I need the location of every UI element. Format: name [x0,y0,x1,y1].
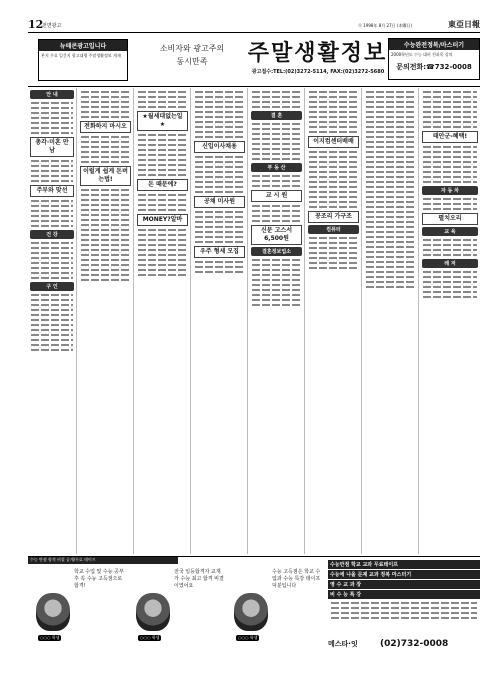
bottom-advertisement [28,556,480,661]
column-4 [192,88,248,554]
classified-ad: 신문 고스서 6,500원 [251,225,302,245]
column-7 [363,88,419,554]
category-header: 레 저 [422,259,478,268]
page-title: 주말생활정보 [247,40,388,66]
classified-grid [28,88,480,554]
student-photo [136,593,170,631]
column-6 [306,88,362,554]
classified-ad: 꽁조리 가구조 [308,211,359,223]
classified-ad: 펼치오리 [422,213,478,225]
category-header: 컴퓨터 [308,225,359,234]
category-header: 부 동 산 [251,163,302,172]
testimonial-quote: 학교 수업 및 수능 공부 후 꼭 수능 고득점으로 합격! [74,569,124,589]
column-5 [249,88,305,554]
product-line: 영 수 교 과 장 [328,580,480,589]
product-line: 수능만점 학교 교과 무료테이프 [328,560,480,569]
classified-ad: 총각·미혼 만남 [30,137,74,157]
left-banner-text: 본지 주요 일간지 광고대행 주말생활정보 게재 [41,53,121,58]
testimonial-quote: 전국 일등합격자 교재 가 수능 최고 합격 비결 이였어요 [174,569,224,589]
product-panel [328,559,480,659]
classified-ad: 교 시 원 [251,190,302,202]
banner [28,34,480,87]
column-1 [28,88,77,554]
section-label: 전면광고 [42,23,62,29]
classified-ad: ★월세대없는일★ [137,111,188,131]
left-banner-ad [38,39,128,81]
category-header: 결 혼 [251,111,302,120]
student-name: ○○○ 학생 [140,635,160,640]
paper-name: 東亞日報 [448,20,480,29]
student-photo [234,593,268,631]
ad-contact: 광고접수:TEL:(02)3272-5114, FAX:(02)3272-5680 [251,69,385,75]
product-line: 비 수 능 특 강 [328,590,480,599]
category-header: 교 육 [422,227,478,236]
category-header: 자 동 차 [422,186,478,195]
column-8 [420,88,480,554]
student-photo [36,593,70,631]
classified-ad: 신입이사채용 [194,141,245,153]
classified-ad: 전화하지 마시오 [80,121,131,133]
classified-ad: 태안군-혜택! [422,131,478,143]
right-banner-text: 2000학년도 수능 대비 전과목 강의 [391,52,453,57]
column-2 [78,88,134,554]
classified-ad: 주부와 맞선 [30,185,74,197]
right-banner-phone: 문의전화:☎732-0008 [396,63,472,71]
page-header [28,18,480,33]
student-name: ○○○ 학생 [40,635,60,640]
classified-ad: 우주 형세 모집 [194,246,245,258]
brand-logo: 메스타·잇 [328,640,358,648]
page-number: 12 [28,18,44,31]
product-line: 수능에 나올 문제 교과 정복 마스터기 [328,570,480,579]
right-banner-ad [388,38,480,80]
issue-date: Ⓢ 1998年 8月 27日 (木曜日) [358,23,413,28]
classified-ad: 이럴게 쉽게 돈버는법! [80,166,131,186]
testimonial-quote: 수능 고득점은 학교 수업과 수능 특강 테이프 덕분입니다 [272,569,321,589]
classified-ad: 돈 때문에? [137,179,188,191]
category-header: 구 인 [30,282,74,291]
brand-phone: (02)732-0008 [380,639,449,649]
category-header: 결혼정보업소 [251,247,302,256]
classified-ad: MONEY?알바 [137,214,188,226]
left-banner-title: 뉴테콘광고입니다 [39,40,127,51]
category-header: 안 내 [30,90,74,99]
slogan: 소비자와 광고주의 동시만족 [159,44,225,66]
classified-ad: 이지컴센터배배 [308,136,359,148]
right-banner-title: 수능완전정복/마스터기 [389,39,479,50]
classified-ad: 공채 미사원 [194,196,245,208]
bottom-ad-heading: 수능 만점 합격 비결 공개/무료 테이프 [28,557,178,564]
column-3 [135,88,191,554]
category-header: 건 강 [30,230,74,239]
student-name: ○○○ 학생 [238,635,258,640]
